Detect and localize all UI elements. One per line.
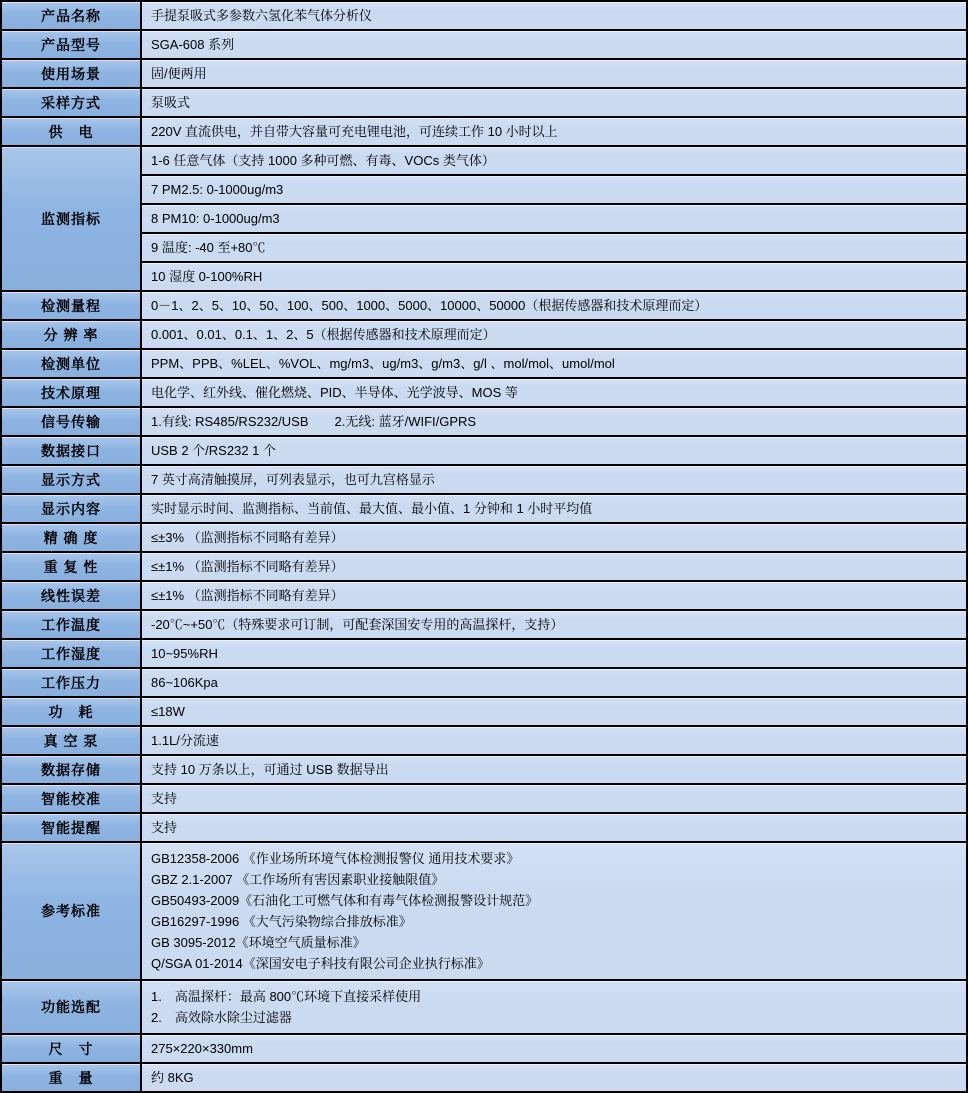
spec-label-cell: 供 电: [1, 117, 141, 146]
spec-label-cell: 产品名称: [1, 1, 141, 30]
spec-row: [1, 726, 967, 755]
spec-row: [1, 523, 967, 552]
spec-value-cell: [141, 1034, 967, 1063]
spec-value-line: USB 2 个/RS232 1 个: [151, 443, 276, 458]
spec-value-line: 手提泵吸式多参数六氢化苯气体分析仪: [151, 8, 373, 23]
spec-label-cell: 检测单位: [1, 349, 141, 378]
spec-value-cell: [141, 980, 967, 1034]
spec-value-cell: [141, 523, 967, 552]
spec-label-cell: 检测量程: [1, 291, 141, 320]
spec-value-line: GB16297-1996 《大气污染物综合排放标准》: [151, 914, 412, 929]
spec-value-line: Q/SGA 01-2014《深国安电子科技有限公司企业执行标准》: [151, 956, 490, 971]
spec-value-cell: [141, 1063, 967, 1092]
spec-label-cell: 线性误差: [1, 581, 141, 610]
spec-value-line: ≤±1% （监测指标不同略有差异）: [151, 559, 344, 574]
spec-label-cell: 产品型号: [1, 30, 141, 59]
spec-value-cell: [141, 813, 967, 842]
spec-row: [1, 146, 967, 175]
spec-value-cell: [141, 494, 967, 523]
spec-value-line: 1.有线: RS485/RS232/USB 2.无线: 蓝牙/WIFI/GPRS: [151, 414, 477, 429]
spec-value-line: 0.001、0.01、0.1、1、2、5（根据传感器和技术原理而定）: [151, 327, 496, 342]
spec-label-cell: 显示方式: [1, 465, 141, 494]
spec-value-line: 支持: [151, 791, 178, 806]
spec-value-cell: [141, 436, 967, 465]
spec-value-line: 0－1、2、5、10、50、100、500、1000、5000、10000、50000（根据传感器和技术原理而定）: [151, 298, 708, 313]
spec-value-cell: [141, 639, 967, 668]
spec-value-line: 泵吸式: [151, 95, 191, 110]
spec-value-cell: [141, 697, 967, 726]
spec-label-cell: 真 空 泵: [1, 726, 141, 755]
spec-row: [1, 1063, 967, 1092]
spec-value-line: GB50493-2009《石油化工可燃气体和有毒气体检测报警设计规范》: [151, 893, 539, 908]
spec-value-line: GBZ 2.1-2007 《工作场所有害因素职业接触限值》: [151, 872, 445, 887]
spec-label-cell: 工作温度: [1, 610, 141, 639]
spec-label-cell: 采样方式: [1, 88, 141, 117]
spec-value-line: 275×220×330mm: [151, 1041, 253, 1056]
spec-row: [1, 1034, 967, 1063]
spec-row: [1, 233, 967, 262]
spec-value-cell: [141, 30, 967, 59]
spec-value-cell: [141, 349, 967, 378]
spec-value-line: GB12358-2006 《作业场所环境气体检测报警仪 通用技术要求》: [151, 851, 520, 866]
spec-value-cell: [141, 755, 967, 784]
spec-value-line: 支持 10 万条以上，可通过 USB 数据导出: [151, 762, 389, 777]
spec-value-line: -20℃~+50℃（特殊要求可订制，可配套深国安专用的高温探杆，支持）: [151, 617, 564, 632]
spec-label-cell: 工作压力: [1, 668, 141, 697]
spec-label-cell: 功能选配: [1, 980, 141, 1034]
spec-row: [1, 581, 967, 610]
spec-value-line: 86~106Kpa: [151, 675, 218, 690]
spec-value-cell: [141, 1, 967, 30]
spec-value-cell: [141, 204, 967, 233]
spec-value-cell: [141, 610, 967, 639]
spec-label-cell: 重 量: [1, 1063, 141, 1092]
spec-value-line: 约 8KG: [151, 1070, 194, 1085]
spec-value-line: 7 PM2.5: 0-1000ug/m3: [151, 182, 284, 197]
spec-label-cell: 工作湿度: [1, 639, 141, 668]
spec-value-cell: [141, 146, 967, 175]
spec-value-line: ≤18W: [151, 704, 185, 719]
spec-row: [1, 117, 967, 146]
spec-label-cell: 参考标准: [1, 842, 141, 980]
spec-label-cell: 功 耗: [1, 697, 141, 726]
spec-row: [1, 436, 967, 465]
spec-row: [1, 30, 967, 59]
spec-value-cell: [141, 59, 967, 88]
spec-value-line: GB 3095-2012《环境空气质量标准》: [151, 935, 366, 950]
spec-value-line: SGA-608 系列: [151, 37, 235, 52]
spec-row: [1, 1, 967, 30]
spec-value-cell: [141, 552, 967, 581]
spec-row: [1, 610, 967, 639]
spec-label-cell: 信号传输: [1, 407, 141, 436]
spec-row: [1, 204, 967, 233]
spec-value-line: 7 英寸高清触摸屏，可列表显示，也可九宫格显示: [151, 472, 435, 487]
spec-table-body: [1, 1, 967, 1092]
spec-label-cell: 数据接口: [1, 436, 141, 465]
spec-value-line: 电化学、红外线、催化燃烧、PID、半导体、光学波导、MOS 等: [151, 385, 518, 400]
spec-value-cell: [141, 842, 967, 980]
spec-value-line: 10 湿度 0-100%RH: [151, 269, 263, 284]
spec-row: [1, 88, 967, 117]
spec-value-cell: [141, 117, 967, 146]
spec-value-cell: [141, 233, 967, 262]
spec-value-line: 1. 高温探杆：最高 800℃环境下直接采样使用: [151, 989, 422, 1004]
spec-value-line: 8 PM10: 0-1000ug/m3: [151, 211, 280, 226]
spec-row: [1, 494, 967, 523]
spec-row: [1, 262, 967, 291]
spec-value-line: 220V 直流供电，并自带大容量可充电锂电池，可连续工作 10 小时以上: [151, 124, 558, 139]
spec-label-cell: 智能校准: [1, 784, 141, 813]
spec-value-cell: [141, 407, 967, 436]
spec-value-cell: [141, 88, 967, 117]
spec-label-cell: 监测指标: [1, 146, 141, 291]
spec-value-line: 2. 高效除水除尘过滤器: [151, 1010, 292, 1025]
spec-value-cell: [141, 320, 967, 349]
spec-value-cell: [141, 465, 967, 494]
spec-value-cell: [141, 175, 967, 204]
spec-row: [1, 813, 967, 842]
spec-row: [1, 639, 967, 668]
spec-value-line: PPM、PPB、%LEL、%VOL、mg/m3、ug/m3、g/m3、g/l 、mol/mol、umol/mol: [151, 356, 615, 371]
spec-row: [1, 697, 967, 726]
spec-value-cell: [141, 378, 967, 407]
spec-value-line: 1-6 任意气体（支持 1000 多种可燃、有毒、VOCs 类气体）: [151, 153, 495, 168]
spec-row: [1, 407, 967, 436]
spec-value-line: 1.1L/分流速: [151, 733, 219, 748]
spec-row: [1, 465, 967, 494]
spec-row: [1, 668, 967, 697]
spec-value-cell: [141, 784, 967, 813]
spec-value-line: 实时显示时间、监测指标、当前值、最大值、最小值、1 分钟和 1 小时平均值: [151, 501, 593, 516]
spec-value-line: 10~95%RH: [151, 646, 218, 661]
spec-label-cell: 重 复 性: [1, 552, 141, 581]
spec-row: [1, 755, 967, 784]
spec-row: [1, 980, 967, 1034]
spec-row: [1, 552, 967, 581]
spec-value-cell: [141, 262, 967, 291]
spec-value-line: ≤±1% （监测指标不同略有差异）: [151, 588, 344, 603]
spec-value-line: ≤±3% （监测指标不同略有差异）: [151, 530, 344, 545]
spec-value-cell: [141, 581, 967, 610]
spec-value-cell: [141, 291, 967, 320]
spec-row: [1, 842, 967, 980]
spec-row: [1, 175, 967, 204]
spec-label-cell: 技术原理: [1, 378, 141, 407]
spec-value-line: 9 温度: -40 至+80℃: [151, 240, 266, 255]
spec-row: [1, 349, 967, 378]
spec-value-line: 支持: [151, 820, 178, 835]
spec-label-cell: 分 辨 率: [1, 320, 141, 349]
spec-row: [1, 291, 967, 320]
spec-label-cell: 使用场景: [1, 59, 141, 88]
spec-row: [1, 378, 967, 407]
spec-value-cell: [141, 726, 967, 755]
spec-label-cell: 数据存储: [1, 755, 141, 784]
spec-label-cell: 显示内容: [1, 494, 141, 523]
spec-value-line: 固/便两用: [151, 66, 207, 81]
spec-row: [1, 320, 967, 349]
spec-row: [1, 59, 967, 88]
spec-label-cell: 尺 寸: [1, 1034, 141, 1063]
spec-row: [1, 784, 967, 813]
spec-label-cell: 精 确 度: [1, 523, 141, 552]
spec-value-cell: [141, 668, 967, 697]
spec-label-cell: 智能提醒: [1, 813, 141, 842]
